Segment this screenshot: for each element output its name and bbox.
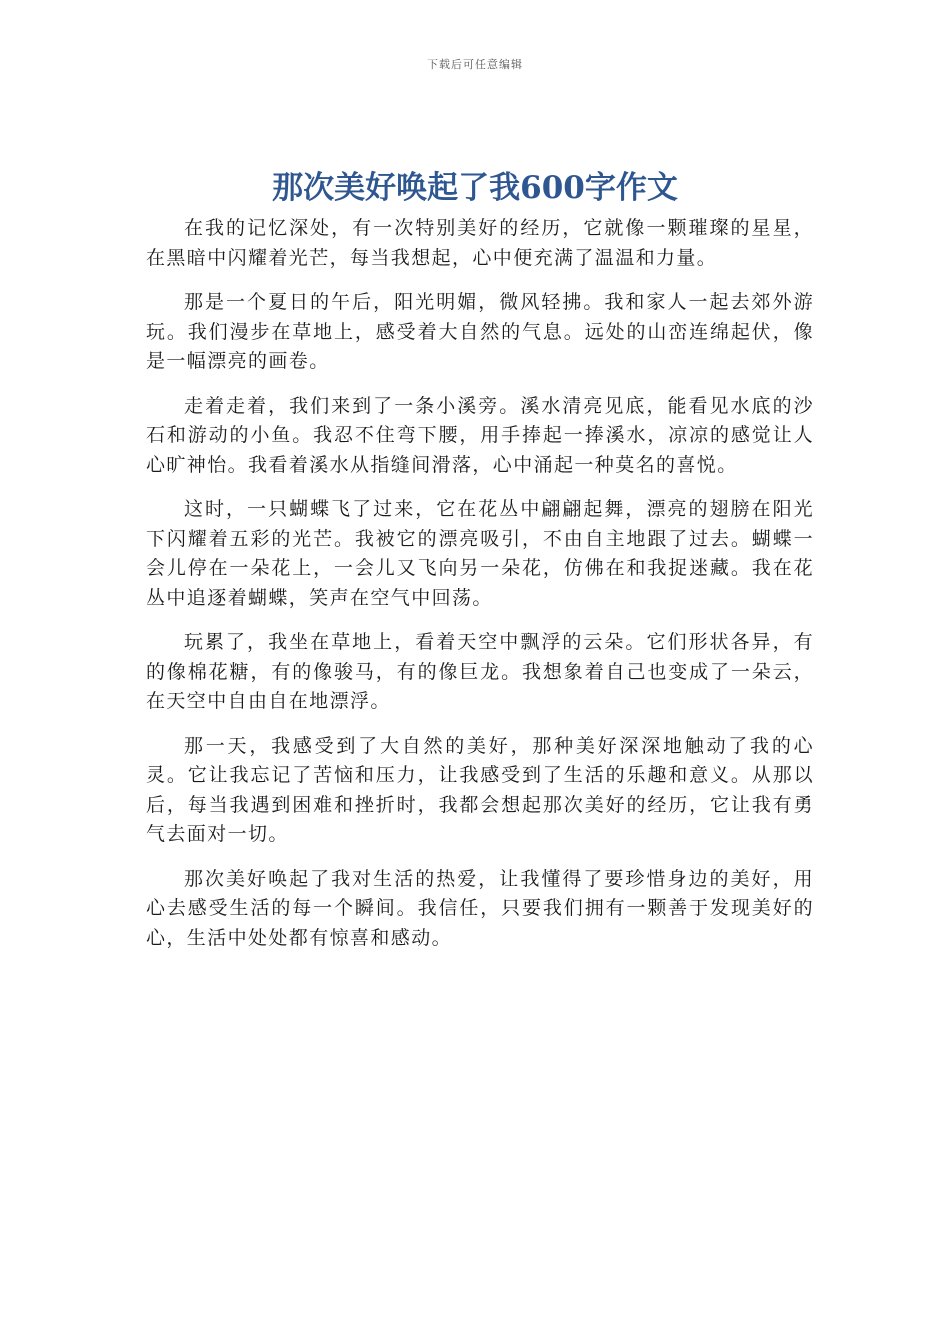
paragraph-2: 那是一个夏日的午后，阳光明媚，微风轻拂。我和家人一起去郊外游玩。我们漫步在草地上，感受着大自然的气息。远处的山峦连绵起伏，像是一幅漂亮的画卷。 <box>146 291 814 372</box>
paragraph-3: 走着走着，我们来到了一条小溪旁。溪水清亮见底，能看见水底的沙石和游动的小鱼。我忍不住弯下腰，用手捧起一捧溪水，凉凉的感觉让人心旷神怡。我看着溪水从指缝间滑落，心中涌起一种莫名的喜悦。 <box>146 394 814 476</box>
paragraph-7: 那次美好唤起了我对生活的热爱，让我懂得了要珍惜身边的美好，用心去感受生活的每一个瞬间。我信任，只要我们拥有一颗善于发现美好的心，生活中处处都有惊喜和感动。 <box>146 867 814 949</box>
document-title: 那次美好唤起了我600字作文 <box>272 170 678 206</box>
paragraph-4: 这时，一只蝴蝶飞了过来，它在花丛中翩翩起舞，漂亮的翅膀在阳光下闪耀着五彩的光芒。我被它的漂亮吸引，不由自主地跟了过去。蝴蝶一会儿停在一朵花上，一会儿又飞向另一朵花，仿佛在和我捉迷藏。我在花丛中追逐着蝴蝶，笑声在空气中回荡。 <box>146 498 814 609</box>
paragraph-1: 在我的记忆深处，有一次特别美好的经历，它就像一颗璀璨的星星，在黑暗中闪耀着光芒，每当我想起，心中便充满了温温和力量。 <box>146 217 814 269</box>
paragraph-6: 那一天，我感受到了大自然的美好，那种美好深深地触动了我的心灵。它让我忘记了苦恼和压力，让我感受到了生活的乐趣和意义。从那以后，每当我遇到困难和挫折时，我都会想起那次美好的经历，它让我有勇气去面对一切。 <box>146 734 814 845</box>
paragraph-5: 玩累了，我坐在草地上，看着天空中飘浮的云朵。它们形状各异，有的像棉花糖，有的像骏马，有的像巨龙。我想象着自己也变成了一朵云，在天空中自由自在地漂浮。 <box>146 631 814 712</box>
document-body <box>146 214 814 968</box>
header-note: 下载后可任意编辑 <box>427 58 523 71</box>
